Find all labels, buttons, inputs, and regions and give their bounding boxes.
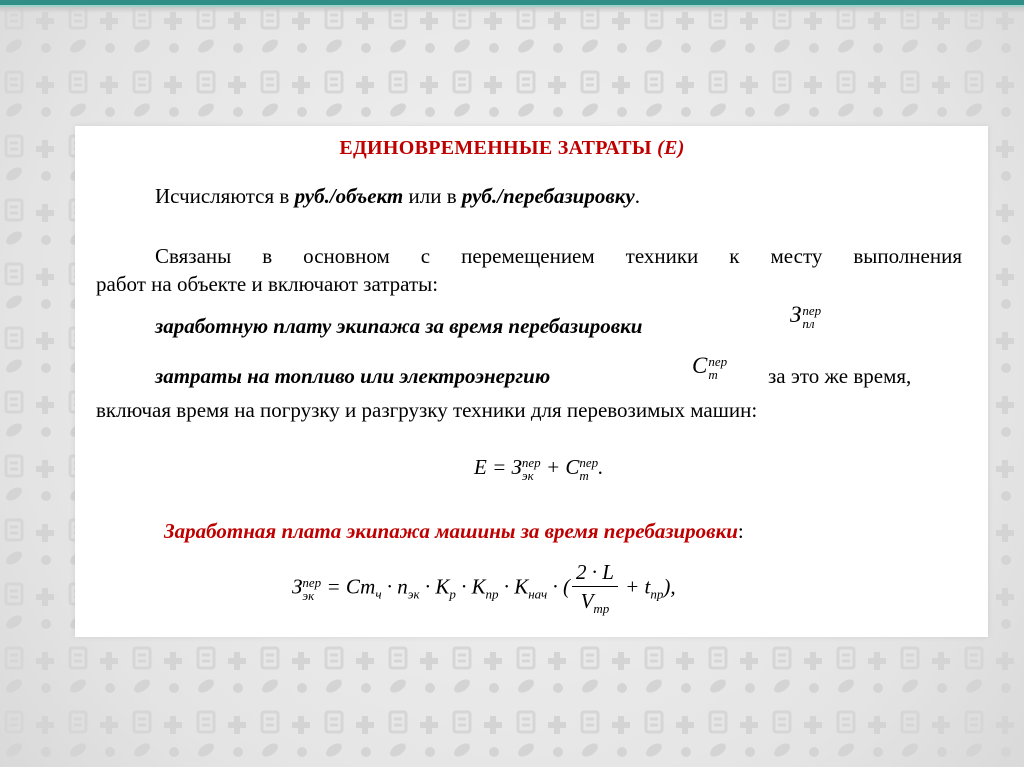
formula-wages	[292, 560, 676, 617]
paragraph-units	[155, 182, 640, 210]
top-accent-bar	[0, 0, 1024, 7]
f1-z: З	[511, 455, 522, 479]
fuel-text: затраты на топливо или электроэнергию	[155, 364, 551, 388]
c-t-sup: пер	[708, 354, 728, 370]
f2-kp-sub: р	[449, 586, 456, 602]
red-heading-colon: :	[737, 519, 744, 543]
title-text: ЕДИНОВРЕМЕННЫЕ ЗАТРАТЫ	[339, 137, 652, 159]
wages-text: заработную плату экипажа за время перебазировки	[155, 314, 643, 338]
paragraph-linked-line2: работ на объекте и включают затраты:	[96, 272, 439, 296]
f2-z: З	[292, 574, 303, 599]
p1-text-1: Исчисляются в	[155, 184, 295, 208]
f1-c-sup: пер	[579, 455, 599, 471]
f2-den-v: V	[580, 589, 594, 613]
f1-c-sub: т	[579, 468, 589, 484]
f1-end: .	[598, 455, 604, 479]
f2-kpr-sub: пр	[485, 586, 499, 602]
f2-n-sub: эк	[407, 586, 420, 602]
symbol-c-t	[692, 353, 727, 381]
symbol-z-pl	[790, 302, 821, 330]
f2-den	[572, 587, 618, 617]
f2-close: ),	[663, 574, 676, 599]
paragraph-wages	[155, 312, 643, 340]
f2-z-sup: пер	[302, 574, 322, 590]
p1-bold-2: руб./перебазировку	[461, 184, 635, 208]
red-heading-text: Заработная плата экипажа машины за время перебазировки	[164, 519, 738, 543]
f1-plus: +	[540, 455, 566, 479]
frame-shadow	[0, 7, 1024, 13]
f2-kpr: · К	[455, 574, 486, 599]
red-heading	[164, 517, 744, 545]
fuel-line2: включая время на погрузку и разгрузку техники для перевозимых машин:	[96, 398, 758, 422]
f1-lhs: Е =	[474, 455, 512, 479]
f2-open: · (	[547, 574, 570, 599]
c-t-sub: т	[708, 367, 718, 383]
f2-knach: · К	[498, 574, 529, 599]
f2-kp: · К	[419, 574, 450, 599]
f2-fraction	[572, 560, 618, 617]
formula-e	[474, 455, 603, 482]
f2-num: 2 · L	[572, 560, 618, 587]
f2-plus-t: + t	[619, 574, 651, 599]
f2-t-sub: пр	[650, 586, 664, 602]
p1-bold-1: руб./объект	[294, 184, 404, 208]
f2-z-sub: эк	[302, 587, 315, 603]
fuel-tail: за это же время,	[768, 364, 912, 388]
f2-ch: ч	[375, 586, 382, 602]
f1-z-sup: пер	[521, 455, 541, 471]
paragraph-linked-line1: Связаны в основном с перемещением техники к месту выполнения	[155, 244, 962, 268]
f1-c: С	[565, 455, 580, 479]
f2-n: · n	[381, 574, 408, 599]
z-pl-symbol: З	[790, 302, 802, 327]
c-t-symbol: С	[692, 353, 708, 378]
f2-knach-sub: нач	[528, 586, 548, 602]
f2-den-sub: тр	[593, 601, 610, 617]
f2-eq: = Ст	[321, 574, 376, 599]
slide-title	[0, 137, 1024, 160]
p1-text-3: .	[634, 184, 640, 208]
z-pl-sub: пл	[802, 316, 815, 332]
p1-text-2: или в	[403, 184, 462, 208]
title-paren: (Е)	[657, 137, 685, 159]
z-pl-sup: пер	[802, 303, 822, 319]
paragraph-fuel	[155, 362, 550, 390]
f1-z-sub: эк	[521, 468, 534, 484]
